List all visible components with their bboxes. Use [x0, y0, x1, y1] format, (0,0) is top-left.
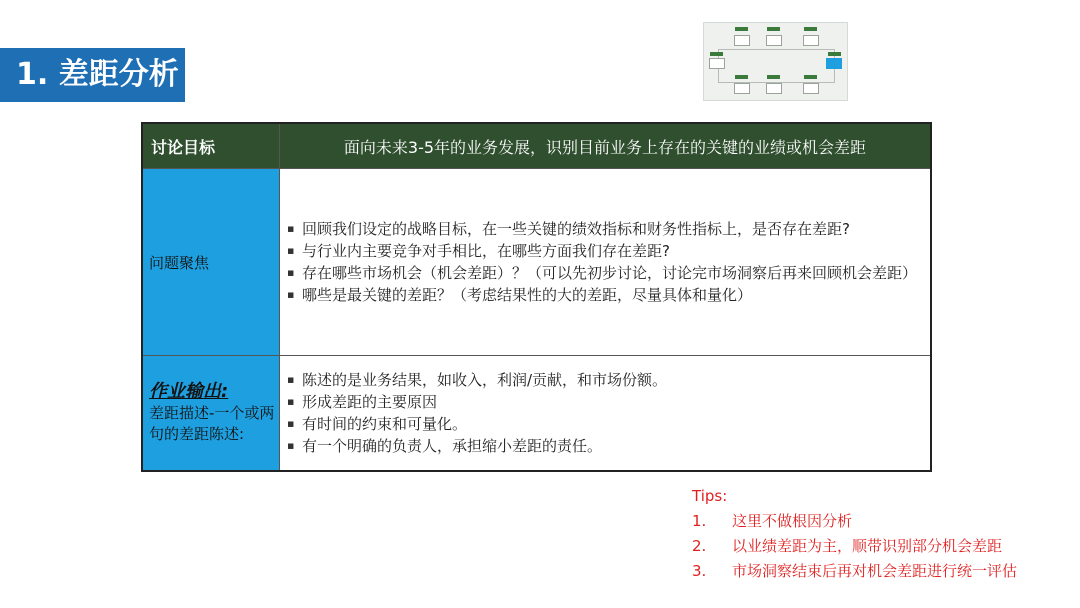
- tips-heading: Tips:: [692, 487, 728, 505]
- list-item: ▪ 与行业内主要竞争对手相比，在哪些方面我们存在差距?: [302, 240, 922, 262]
- list-item: ▪ 形成差距的主要原因: [302, 391, 922, 413]
- focus-content: [280, 169, 932, 356]
- tip-text: 市场洞察结束后再对机会差距进行统一评估: [732, 562, 1018, 580]
- list-item: ▪ 有时间的约束和可量化。: [302, 413, 922, 435]
- header-label: 讨论目标: [142, 123, 280, 169]
- list-item: ▪ 哪些是最关键的差距？（考虑结果性的大的差距，尽量具体和量化）: [302, 284, 922, 306]
- tip-number: 3.: [692, 562, 707, 580]
- homework-label: [142, 356, 280, 472]
- tip-text: 这里不做根因分析: [732, 512, 853, 530]
- page-title: 1. 差距分析: [0, 48, 185, 102]
- list-item: ▪ 陈述的是业务结果，如收入，利润/贡献，和市场份额。: [302, 369, 922, 391]
- tip-text: 以业绩差距为主，顺带识别部分机会差距: [732, 537, 1003, 555]
- tip-item: [692, 534, 1017, 559]
- homework-desc: 差距描述-一个或两句的差距陈述:: [149, 404, 275, 443]
- homework-title: 作业输出:: [149, 381, 229, 402]
- homework-content: [280, 356, 932, 472]
- list-item: ▪ 回顾我们设定的战略目标，在一些关键的绩效指标和财务性指标上，是否存在差距?: [302, 218, 922, 240]
- tip-item: [692, 509, 1017, 534]
- tips-box: [692, 484, 1017, 584]
- homework-list: [280, 369, 930, 457]
- tip-number: 1.: [692, 512, 707, 530]
- gap-analysis-table: [141, 122, 932, 472]
- tip-item: [692, 559, 1017, 584]
- list-item: ▪ 有一个明确的负责人，承担缩小差距的责任。: [302, 435, 922, 457]
- tip-number: 2.: [692, 537, 707, 555]
- header-text: 面向未来3-5年的业务发展，识别目前业务上存在的关键的业绩或机会差距: [280, 123, 932, 169]
- list-item: ▪ 存在哪些市场机会（机会差距）？（可以先初步讨论，讨论完市场洞察后再来回顾机会差距）: [302, 262, 922, 284]
- process-thumbnail: [703, 22, 848, 101]
- focus-list: [280, 218, 930, 306]
- focus-label: 问题聚焦: [142, 169, 280, 356]
